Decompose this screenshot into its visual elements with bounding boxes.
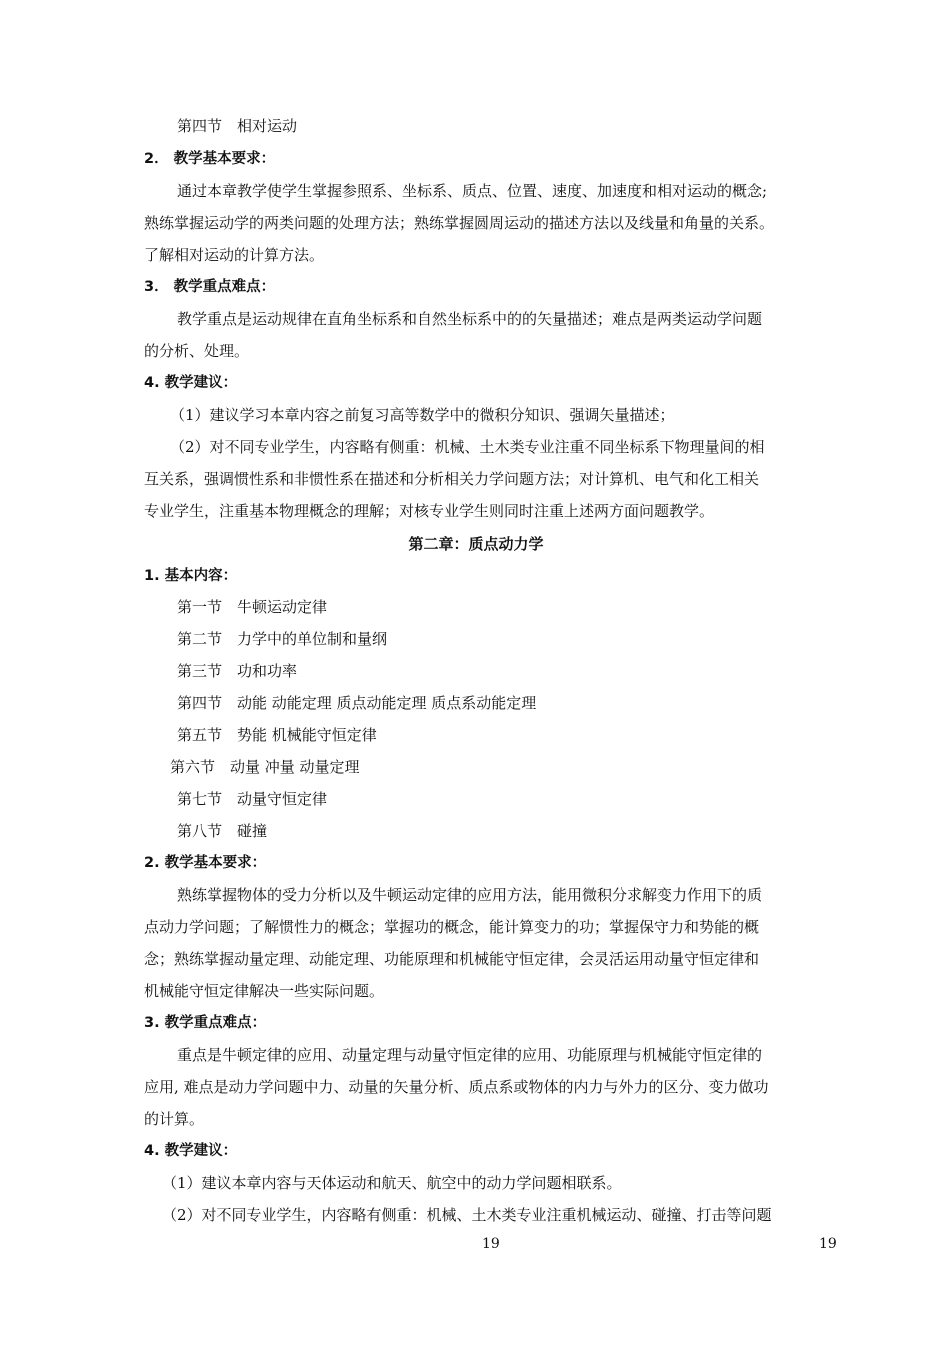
paragraph-line: 教学重点是运动规律在直角坐标系和自然坐标系中的的矢量描述；难点是两类运动学问题 <box>177 310 763 328</box>
paragraph-line: 熟练掌握物体的受力分析以及牛顿运动定律的应用方法，能用微积分求解变力作用下的质 <box>177 886 763 904</box>
heading-suggestions: 4. 教学建议： <box>144 375 238 391</box>
page-number-center: 19 <box>482 1236 500 1252</box>
section-line: 第一节 牛顿运动定律 <box>177 598 328 616</box>
section-line: 第三节 功和功率 <box>177 662 298 680</box>
paragraph-line: 互关系，强调惯性系和非惯性系在描述和分析相关力学问题方法；对计算机、电气和化工相关 <box>144 470 760 488</box>
heading-requirements: 2. 教学基本要求： <box>144 855 267 871</box>
paragraph-line: （1）建议本章内容与天体运动和航天、航空中的动力学问题相联系。 <box>162 1174 622 1192</box>
heading-basic-content: 1. 基本内容： <box>144 568 238 584</box>
section-line: 第八节 碰撞 <box>177 822 268 840</box>
section-line: 第四节 动能 动能定理 质点动能定理 质点系动能定理 <box>177 694 537 712</box>
paragraph-line: （1）建议学习本章内容之前复习高等数学中的微积分知识、强调矢量描述； <box>170 406 675 424</box>
section-line: 第六节 动量 冲量 动量定理 <box>170 758 360 776</box>
paragraph-line: 应用, 难点是动力学问题中力、动量的矢量分析、质点系或物体的内力与外力的区分、变力做功 <box>144 1078 769 1096</box>
heading-key-points: 3． 教学重点难点： <box>144 279 276 295</box>
section-line: 第五节 势能 机械能守恒定律 <box>177 726 377 744</box>
heading-key-points: 3. 教学重点难点： <box>144 1015 267 1031</box>
paragraph-line: 通过本章教学使学生掌握参照系、坐标系、质点、位置、速度、加速度和相对运动的概念; <box>177 182 768 200</box>
paragraph-line: 念；熟练掌握动量定理、动能定理、功能原理和机械能守恒定律，会灵活运用动量守恒定律和 <box>144 950 760 968</box>
section-line: 第二节 力学中的单位制和量纲 <box>177 630 388 648</box>
paragraph-line: （2）对不同专业学生，内容略有侧重：机械、土木类专业注重不同坐标系下物理量间的相 <box>170 438 765 456</box>
paragraph-line: 重点是牛顿定律的应用、动量定理与动量守恒定律的应用、功能原理与机械能守恒定律的 <box>177 1046 763 1064</box>
section-line: 第四节 相对运动 <box>177 117 298 135</box>
page-number-right: 19 <box>819 1236 837 1252</box>
section-line: 第七节 动量守恒定律 <box>177 790 328 808</box>
paragraph-line: 的计算。 <box>144 1110 205 1128</box>
paragraph-line: （2）对不同专业学生，内容略有侧重：机械、土木类专业注重机械运动、碰撞、打击等问题 <box>162 1206 772 1224</box>
paragraph-line: 机械能守恒定律解决一些实际问题。 <box>144 982 385 1000</box>
paragraph-line: 的分析、处理。 <box>144 342 250 360</box>
heading-requirements: 2． 教学基本要求： <box>144 151 276 167</box>
paragraph-line: 了解相对运动的计算方法。 <box>144 246 325 264</box>
heading-suggestions: 4. 教学建议： <box>144 1143 238 1159</box>
paragraph-line: 专业学生，注重基本物理概念的理解；对核专业学生则同时注重上述两方面问题教学。 <box>144 502 715 520</box>
paragraph-line: 点动力学问题；了解惯性力的概念；掌握功的概念，能计算变力的功；掌握保守力和势能的概 <box>144 918 760 936</box>
paragraph-line: 熟练掌握运动学的两类问题的处理方法；熟练掌握圆周运动的描述方法以及线量和角量的关系。 <box>144 214 775 232</box>
chapter-title: 第二章：质点动力学 <box>408 535 544 553</box>
